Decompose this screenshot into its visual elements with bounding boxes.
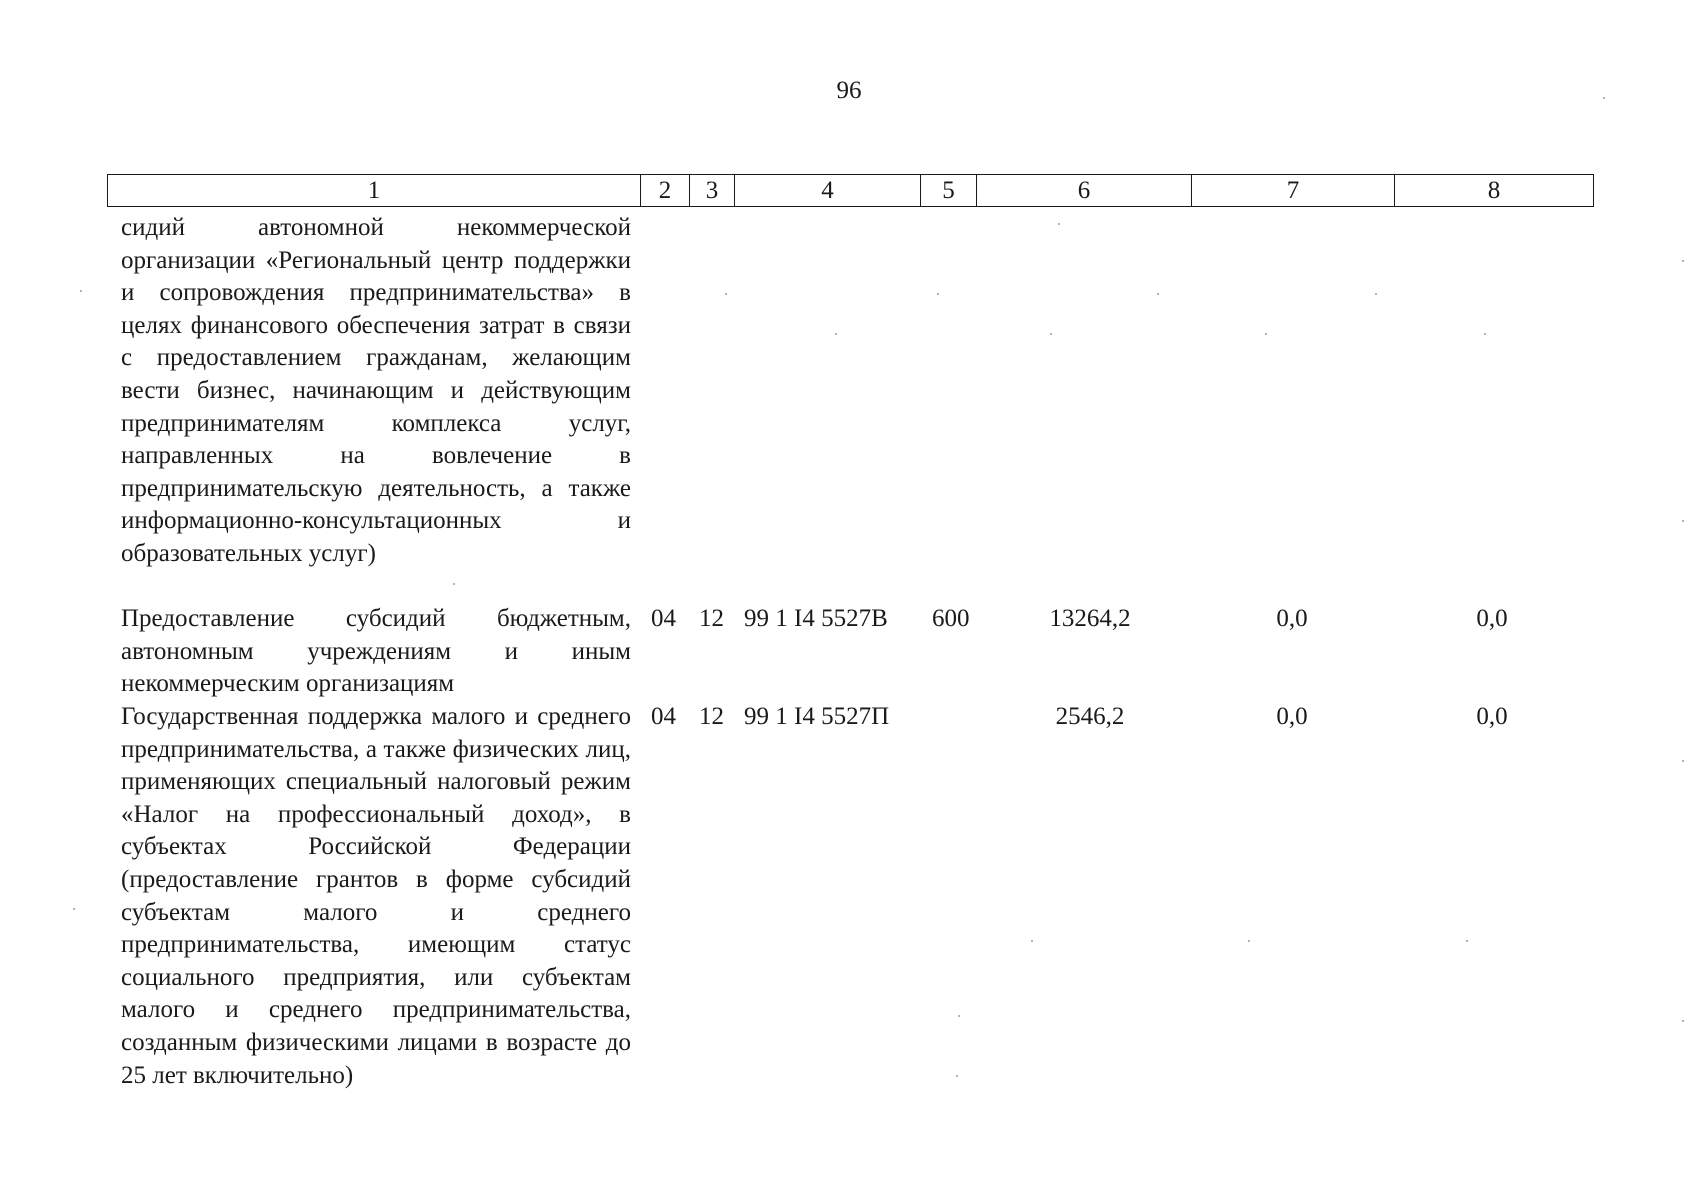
scan-speck [1157,293,1159,295]
page-number: 96 [836,77,862,104]
scan-speck [1682,1020,1684,1022]
row-target-code: 99 1 I4 5527В [744,605,888,632]
scan-speck [1682,760,1684,762]
column-header-3: 3 [690,175,735,207]
scan-speck [80,290,82,292]
scan-speck [1375,293,1377,295]
row-section-code: 04 [651,703,676,730]
row-subsection-code: 12 [699,605,724,632]
row-amount-col7: 0,0 [1276,703,1308,730]
column-header-6: 6 [977,175,1192,207]
scan-speck [1031,940,1033,942]
scan-speck [956,1075,958,1077]
scan-speck [1682,520,1684,522]
scan-speck [1058,223,1060,225]
column-header-8: 8 [1395,175,1594,207]
row-description: Государственная поддержка малого и среднего предпринимательства, а также физических лиц, применяющих специальный налоговый режим «Налог на профессиональный доход», в субъектах Российской Федерации (предоставление грантов в форме субсидий субъектам малого и среднего предпринимательства, имеющим статус социального предприятия, или субъектам малого и среднего предпринимательства, созданным физическими лицами в возрасте до 25 лет включительно) [121,703,631,1089]
scan-speck [1603,97,1605,99]
row-amount-col6: 2546,2 [1055,703,1125,730]
row-expense-type: 600 [932,605,970,632]
scan-speck [1484,333,1486,335]
column-header-4: 4 [735,175,921,207]
scan-speck [725,293,727,295]
scan-speck [1466,940,1468,942]
row-section-code: 04 [651,605,676,632]
column-header-7: 7 [1192,175,1395,207]
row-amount-col6: 13264,2 [1049,605,1131,632]
scan-speck [835,333,837,335]
scan-speck [1265,333,1267,335]
column-header-table [107,174,1594,207]
row-description: сидий автономной некоммерческой организации «Региональный центр поддержки и сопровождения предпринимательства» в целях финансового обеспечения затрат в связи с предоставлением гражданам, желающим вести бизнес, начинающим и действующим предпринимателям комплекса услуг, направленных на вовлечение в предпринимательскую деятельность, а также информационно-консультационных и образовательных услуг) [121,214,631,567]
scan-speck [73,908,75,910]
row-subsection-code: 12 [699,703,724,730]
scan-speck [453,583,455,585]
row-amount-col8: 0,0 [1476,703,1508,730]
scan-speck [1050,333,1052,335]
column-header-2: 2 [641,175,690,207]
row-amount-col7: 0,0 [1276,605,1308,632]
row-description: Предоставление субсидий бюджетным, автономным учреждениям и иным некоммерческим организациям [121,605,631,698]
column-header-5: 5 [921,175,977,207]
column-header-row [108,175,1594,207]
scan-speck [937,293,939,295]
row-target-code: 99 1 I4 5527П [744,703,890,730]
scan-speck [1682,260,1684,262]
column-header-1: 1 [108,175,641,207]
scan-speck [958,1015,960,1017]
row-amount-col8: 0,0 [1476,605,1508,632]
scan-speck [1248,940,1250,942]
